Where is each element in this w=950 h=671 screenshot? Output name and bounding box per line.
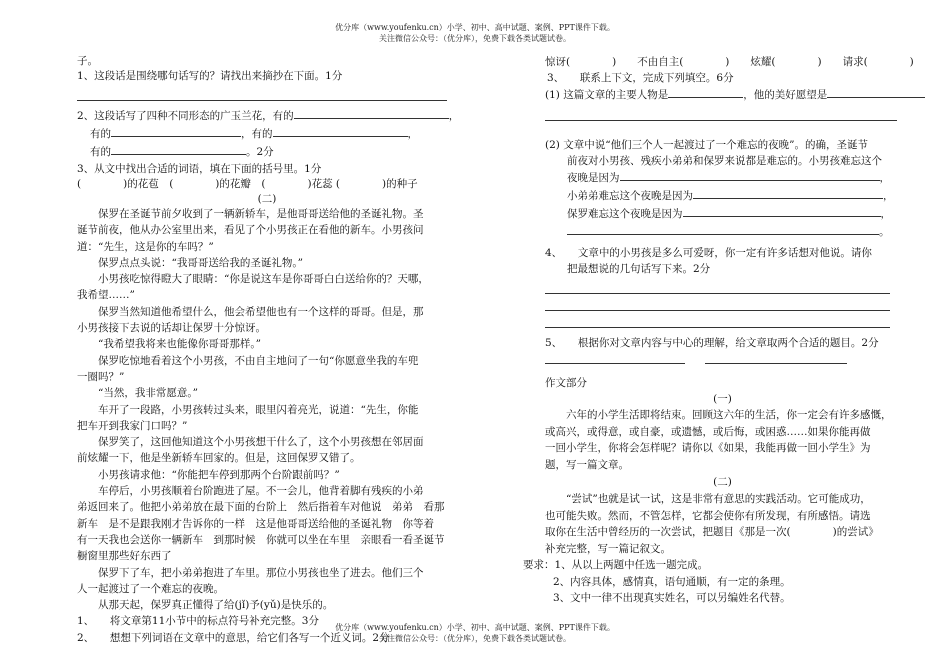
composition-2 [545, 491, 900, 557]
passage-line: “我希望我将来也能像你哥哥那样。” [98, 338, 261, 351]
text-line [545, 187, 900, 205]
passage-line: 小男孩吃惊得瞪大了眼睛：“你是说这车是你哥哥白白送给你的？天哪， [98, 273, 429, 286]
question-3: 3、从文中找出合适的词语，填在下面的括号里。1分 [77, 163, 322, 175]
text: 夜晚是因为 [567, 172, 620, 184]
question-2-cont [77, 143, 457, 161]
footer-line-2: 关注微信公众号：（优分库），免费下载各类试题试卷。 [379, 634, 571, 643]
blank[interactable] [545, 352, 685, 364]
text: (1) 这篇文章的主要人物是 [545, 89, 669, 101]
question-5: 5、 根据你对文章内容与中心的理解，给文章取两个合适的题目。2分 [545, 337, 879, 349]
passage-line: 人一起渡过了一个难忘的夜晚。 [77, 582, 224, 595]
passage-line: 保罗当然知道他希望什么，他会希望他也有一个这样的哥哥。但是，那 [98, 305, 424, 318]
text-line: 六年的小学生活即将结束。回顾这六年的生活，你一定会有许多感慨， [566, 409, 892, 421]
blank[interactable] [620, 169, 880, 181]
passage-line: 小男孩接下去说的话却让保罗十分惊讶。 [77, 322, 266, 335]
passage-line: “当然，我非常愿意。” [98, 387, 198, 400]
composition-1 [545, 407, 900, 473]
passage-line: 车开了一段路，小男孩转过头来，眼里闪着亮光，说道：“先生，你能 [98, 403, 419, 416]
passage-line: 保罗吃惊地看着这个小男孩，不由自主地问了一句“你愿意坐我的车兜 [98, 354, 419, 367]
text-line: 一回小学生，你将会怎样呢？请你以《如果，我能再做一回小学生》为 [545, 442, 871, 454]
text-line: “尝试”也就是试一试，这是非常有意思的实践活动。它可能成功， [566, 493, 871, 505]
punct: 。 [879, 226, 890, 238]
blank[interactable] [294, 107, 449, 119]
text: ，有的 [241, 128, 273, 140]
punct: ， [448, 110, 460, 122]
blank[interactable] [111, 143, 246, 155]
right-column [523, 54, 914, 607]
sub-question-1 [545, 86, 900, 104]
page-header [0, 22, 950, 44]
passage-line: 有一天我也会送你一辆新车 到那时候 你就可以坐在车里 亲眼看一看圣诞节 [77, 533, 445, 546]
question-item-2: 2、 想想下列词语在文章中的意思，给它们各写一个近义词。2分 [77, 631, 390, 644]
passage-line: 保罗笑了，这回他知道这个小男孩想干什么了，这个小男孩想在邻居面 [98, 436, 424, 449]
text: 有的 [90, 146, 111, 158]
punct: ， [879, 172, 890, 184]
answer-line[interactable] [545, 277, 890, 294]
composition-2-heading: (二) [713, 476, 732, 488]
text: 。2分 [246, 146, 274, 158]
blank[interactable] [273, 125, 408, 137]
header-line-2: 关注微信公众号：（优分库），免费下载各类试题试卷。 [379, 34, 571, 43]
text-line: (2) 文章中说“他们三个人一起渡过了一个难忘的夜晚”。的确，圣诞节 [545, 139, 868, 151]
passage-line: 保罗下了车，把小弟弟抱进了车里。那位小男孩也坐了进去。他们三个 [98, 566, 424, 579]
answer-line[interactable] [545, 294, 890, 311]
composition-heading: 作文部分 [545, 377, 587, 389]
text-line: 也可能失败。然而，不管怎样，它都会使你有所发现，有所感悟。请选 [545, 509, 871, 522]
footer-line-1: 优分库（www.youfenku.cn）小学、初中、高中试题、案例、PPT课件下载。 [335, 623, 615, 632]
passage-line: 把车开到我家门口吗？” [77, 419, 188, 432]
passage-line: 保罗点点头说：“我哥哥送给我的圣诞礼物。” [98, 256, 303, 269]
passage-line: 弟返回来了。他把小弟弟放在最下面的台阶上 然后指着车对他说 弟弟 看那 [77, 501, 445, 514]
passage-line: 小男孩请求他：“你能把车停到那两个台阶跟前吗？” [98, 468, 340, 481]
requirement-2: 2、内容具体，感情真，语句通顺，有一定的条理。 [553, 575, 791, 588]
blank[interactable] [668, 86, 743, 98]
text-line: 补充完整，写一篇记叙文。 [545, 542, 671, 555]
blank[interactable] [693, 187, 883, 199]
answer-line[interactable] [545, 104, 897, 121]
passage-line: 车停后，小男孩顺着台阶跑进了屋。不一会儿，他背着脚有残疾的小弟 [98, 485, 424, 498]
text: 小弟弟难忘这个夜晚是因为 [567, 190, 693, 202]
requirement-1: 要求：1、从以上两题中任选一题完成。 [523, 559, 709, 571]
text-line: 取你在生活中曾经历的一次尝试，把题目《那是一次( )的尝试》 [545, 526, 879, 538]
passage-line: 保罗在圣诞节前夕收到了一辆新轿车，是他哥哥送给他的圣诞礼物。圣 [98, 208, 424, 220]
question-3-right: 3、 联系上下文，完成下列填空。6分 [547, 72, 734, 84]
text: 有的 [90, 128, 111, 140]
question-2 [77, 107, 460, 125]
punct: ， [407, 128, 418, 140]
text: 保罗难忘这个夜晚是因为 [567, 208, 683, 220]
sub-question-2 [545, 137, 900, 241]
page-footer [0, 622, 950, 644]
blank[interactable] [705, 352, 847, 364]
text-line: 子。 [77, 55, 98, 67]
composition-1-heading: (一) [713, 393, 732, 405]
punct: ， [883, 190, 894, 202]
passage-line: 橱窗里那些好东西了 [77, 550, 172, 563]
passage-line: 一圈吗？” [77, 370, 125, 383]
blank[interactable] [567, 223, 879, 235]
header-line-1: 优分库（www.youfenku.cn）小学、初中、高中试题、案例、PPT课件下载。 [335, 23, 615, 32]
text: ，他的美好愿望是 [743, 89, 828, 101]
question-2-text: 2、这段话写了四种不同形态的广玉兰花，有的 [77, 110, 294, 122]
punct: ， [880, 208, 891, 220]
passage-line: 我希望……” [77, 289, 135, 302]
passage-line: 前炫耀一下，他是坐新轿车回家的。但是，这回保罗又错了。 [77, 452, 361, 465]
text-line [545, 223, 900, 241]
blank[interactable] [827, 86, 925, 98]
text-line: 或高兴，或得意，或自豪，或遗憾，或后悔，或困惑……如果你能再做 [545, 425, 871, 438]
question-1: 1、这段话是围绕哪句话写的？请找出来摘抄在下面。1分 [77, 70, 343, 82]
passage-line: 新车 是不是跟我刚才告诉你的一样 这是他哥哥送给他的圣诞礼物 你等着 [77, 517, 434, 530]
passage-line: 诞节前夜，他从办公室里出来，看见了个小男孩正在看他的新车。小男孩问 [77, 224, 424, 237]
answer-line[interactable] [77, 84, 447, 101]
blank[interactable] [683, 205, 881, 217]
section-heading: (二) [257, 193, 277, 205]
question-item-1: 1、 将文章第11小节中的标点符号补充完整。3分 [77, 615, 319, 628]
passage-line: 从那天起，保罗真正懂得了给(jǐ)予(yǔ)是快乐的。 [98, 599, 334, 612]
passage-line: 道：“先生，这是你的车吗？” [77, 240, 214, 253]
synonym-blanks[interactable]: 惊讶( ) 不由自主( ) 炫耀( ) 请求( ) [545, 56, 914, 68]
question-4-cont: 把最想说的几句话写下来。2分 [567, 263, 711, 275]
question-4: 4、 文章中的小男孩是多么可爱呀，你一定有许多话想对他说。请你 [545, 247, 872, 259]
requirements [523, 557, 900, 607]
question-5-blanks [545, 352, 900, 367]
text-line [545, 205, 900, 223]
question-3-blanks[interactable]: ( )的花苞 ( )的花瓣 ( )花蕊 ( )的种子 [77, 178, 418, 190]
left-column [77, 54, 460, 646]
blank[interactable] [111, 125, 241, 137]
text-line: 前夜对小男孩、残疾小弟弟和保罗来说都是难忘的。小男孩难忘这个 [567, 155, 882, 167]
text-line [545, 169, 900, 187]
passage [77, 206, 457, 646]
text-line: 题，写一篇文章。 [545, 458, 629, 471]
answer-line[interactable] [545, 311, 890, 328]
question-2-cont [77, 125, 457, 143]
requirement-3: 3、文中一律不出现真实姓名，可以另编姓名代替。 [553, 592, 791, 604]
